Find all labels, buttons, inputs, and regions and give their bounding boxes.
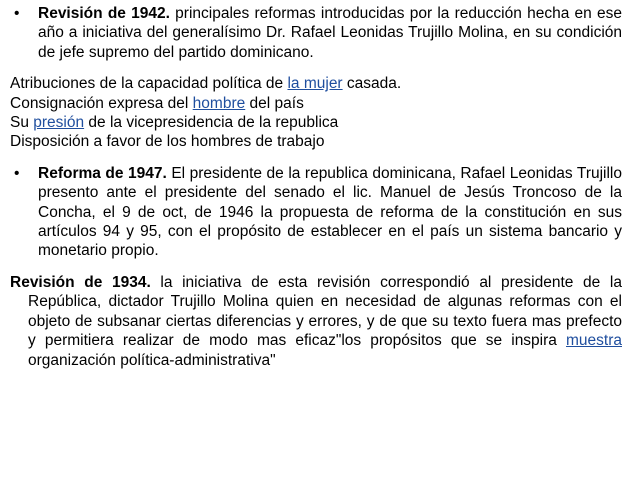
section-1942: [10, 4, 622, 62]
link-presion[interactable]: presión: [33, 114, 85, 132]
section-1942-text: principales reformas introducidas por la reducción hecha en ese año a iniciativa del generalísimo Dr. Rafael Leonidas Trujillo Molina, en su condición de jefe supremo del partido dominicano.: [38, 5, 623, 61]
reform-line-1-text: Atribuciones de la capacidad política de: [10, 75, 288, 93]
reform-line-4: Disposición a favor de los hombres de trabajo: [10, 133, 325, 151]
section-1934: [10, 273, 622, 370]
link-la-mujer[interactable]: la mujer: [287, 75, 343, 93]
spacer: [10, 152, 622, 164]
section-1947-title: Reforma de 1947.: [38, 164, 167, 182]
bullet-icon: •: [14, 164, 20, 182]
section-1934-text: la iniciativa de esta revisión correspondió al presidente de la República, dictador Trujillo Molina quien en necesidad de algunas reformas con el objeto de subsanar ciertas diferencias y errores, y de que su texto fuera mas prefecto y permitiera realizar de modo mas eficaz"los propósitos que se inspira: [28, 273, 622, 350]
section-1947-text: El presidente de la republica dominicana, Rafael Leonidas Trujillo presento ante el presidente del senado el lic. Manuel de Jesús Troncoso de la Concha, el 9 de oct, de 1946 la propuesta de reforma de la constitución en sus artículos 94 y 95, con el propósito de establecer en el país un sistema bancario y monetario propio.: [38, 164, 622, 260]
reform-line-3: [10, 113, 622, 132]
reform-line-3-end: de la vicepresidencia de la republica: [84, 114, 339, 132]
bullet-icon: •: [14, 5, 20, 22]
reform-line-3-text: Su: [10, 114, 34, 132]
reform-line-1: [10, 74, 622, 93]
spacer: [10, 62, 622, 74]
reform-line-2: [10, 94, 622, 113]
reform-line-2-text: Consignación expresa del: [10, 94, 193, 112]
section-1934-text-end: organización política-administrativa": [28, 351, 276, 369]
section-1942-title: Revisión de 1942.: [38, 5, 170, 22]
reform-line-2-end: del país: [245, 94, 304, 112]
section-1934-title: Revisión de 1934.: [10, 273, 151, 291]
spacer: [10, 261, 622, 273]
link-muestra[interactable]: muestra: [566, 332, 622, 350]
link-hombre[interactable]: hombre: [192, 94, 246, 112]
reform-line-1-end: casada.: [342, 75, 402, 93]
section-1947: [10, 164, 622, 261]
